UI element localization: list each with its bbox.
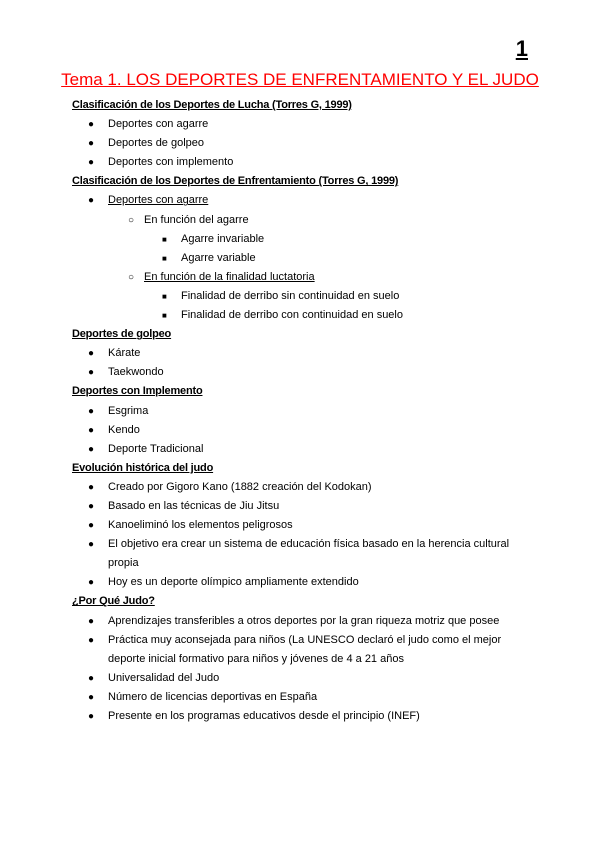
list-item [72,363,532,382]
list-item-text: Universalidad del Judo [108,671,220,684]
bullet-icon: ● [88,424,95,436]
list-item [72,249,532,268]
list-item-text: En función de la finalidad luctatoria [144,270,315,283]
list-item [72,287,532,306]
square-bullet-icon: ■ [162,291,167,301]
list-item [72,440,532,459]
list-item-text: Hoy es un deporte olímpico ampliamente extendido [108,576,359,589]
list-item-text: Presente en los programas educativos desde el principio (INEF) [108,710,420,722]
list-item [72,268,532,287]
list-item-text: En función del agarre [144,213,249,226]
list-item [72,306,532,325]
bullet-icon: ● [88,539,95,551]
bullet-icon: ● [88,195,95,207]
list-item [72,211,532,230]
list-item-text: Deportes con agarre [108,118,209,131]
list-item-text: Kendo [108,423,140,436]
bullet-icon: ● [88,348,95,360]
list-item-text: Kanoeliminó los elementos peligrosos [108,519,293,532]
section-heading: Deportes de golpeo [72,328,172,341]
section-heading: ¿Por Qué Judo? [72,595,155,608]
list-item [72,344,532,363]
list-item-text: Taekwondo [108,366,164,379]
bullet-icon: ● [88,367,95,379]
list-item [72,402,532,421]
section-heading: Clasificación de los Deportes de Enfrentamiento (Torres G, 1999) [72,175,399,188]
list-item-text: Práctica muy aconsejada para niños (La UNESCO declaró el judo como el mejor deporte inicial formativo para niños y jóvenes de 4 a 21 años [108,633,502,665]
list-item-text: El objetivo era crear un sistema de educación física basado en la herencia cultural propia [108,538,510,570]
list-item-text: Deporte Tradicional [108,442,204,455]
page-number: 1 [515,36,528,61]
list-item-text: Agarre variable [181,251,256,264]
list-item-text: Deportes de golpeo [108,137,205,150]
bullet-icon: ● [88,577,95,589]
list-item-text: Agarre invariable [181,232,265,245]
list-item-text: Deportes con agarre [108,194,209,207]
list-item [72,153,532,172]
bullet-icon: ● [88,672,95,684]
list-item [72,631,532,669]
document-body [72,96,532,726]
list-item-text: Aprendizajes transferibles a otros deportes por la gran riqueza motriz que posee [108,614,500,627]
list-item [72,573,532,592]
bullet-icon: ● [88,405,95,417]
bullet-icon: ● [88,443,95,455]
list-item [72,707,532,726]
list-item-text: Número de licencias deportivas en España [108,690,318,703]
list-item [72,478,532,497]
section-heading: Evolución histórica del judo [72,461,214,474]
bullet-icon: ● [88,500,95,512]
square-bullet-icon: ■ [162,253,167,263]
list-item-text: Esgrima [108,404,149,417]
section-heading: Deportes con Implemento [72,385,203,398]
bullet-icon: ● [88,711,95,722]
list-item-text: Finalidad de derribo con continuidad en suelo [181,309,403,322]
list-item [72,688,532,707]
list-item [72,421,532,440]
list-item [72,134,532,153]
list-item-text: Deportes con implemento [108,156,234,169]
list-item [72,516,532,535]
bullet-icon: ● [88,138,95,150]
bullet-icon: ● [88,634,95,646]
list-item [72,191,532,210]
list-item [72,535,532,573]
list-item-text: Creado por Gigoro Kano (1882 creación del Kodokan) [108,480,372,493]
circle-bullet-icon: ○ [128,214,135,226]
list-item-text: Basado en las técnicas de Jiu Jitsu [108,499,280,512]
list-item-text: Finalidad de derribo sin continuidad en suelo [181,289,400,302]
bullet-icon: ● [88,691,95,703]
document-title: Tema 1. LOS DEPORTES DE ENFRENTAMIENTO Y EL JUDO [61,70,539,89]
circle-bullet-icon: ○ [128,271,135,283]
list-item [72,230,532,249]
list-item [72,612,532,631]
list-item-text: Kárate [108,347,141,360]
bullet-icon: ● [88,157,95,169]
bullet-icon: ● [88,481,95,493]
square-bullet-icon: ■ [162,311,167,321]
list-item [72,669,532,688]
list-item [72,115,532,134]
list-item [72,497,532,516]
section-heading: Clasificación de los Deportes de Lucha (Torres G, 1999) [72,99,352,111]
bullet-icon: ● [88,119,95,131]
bullet-icon: ● [88,615,95,627]
square-bullet-icon: ■ [162,234,167,244]
bullet-icon: ● [88,520,95,532]
